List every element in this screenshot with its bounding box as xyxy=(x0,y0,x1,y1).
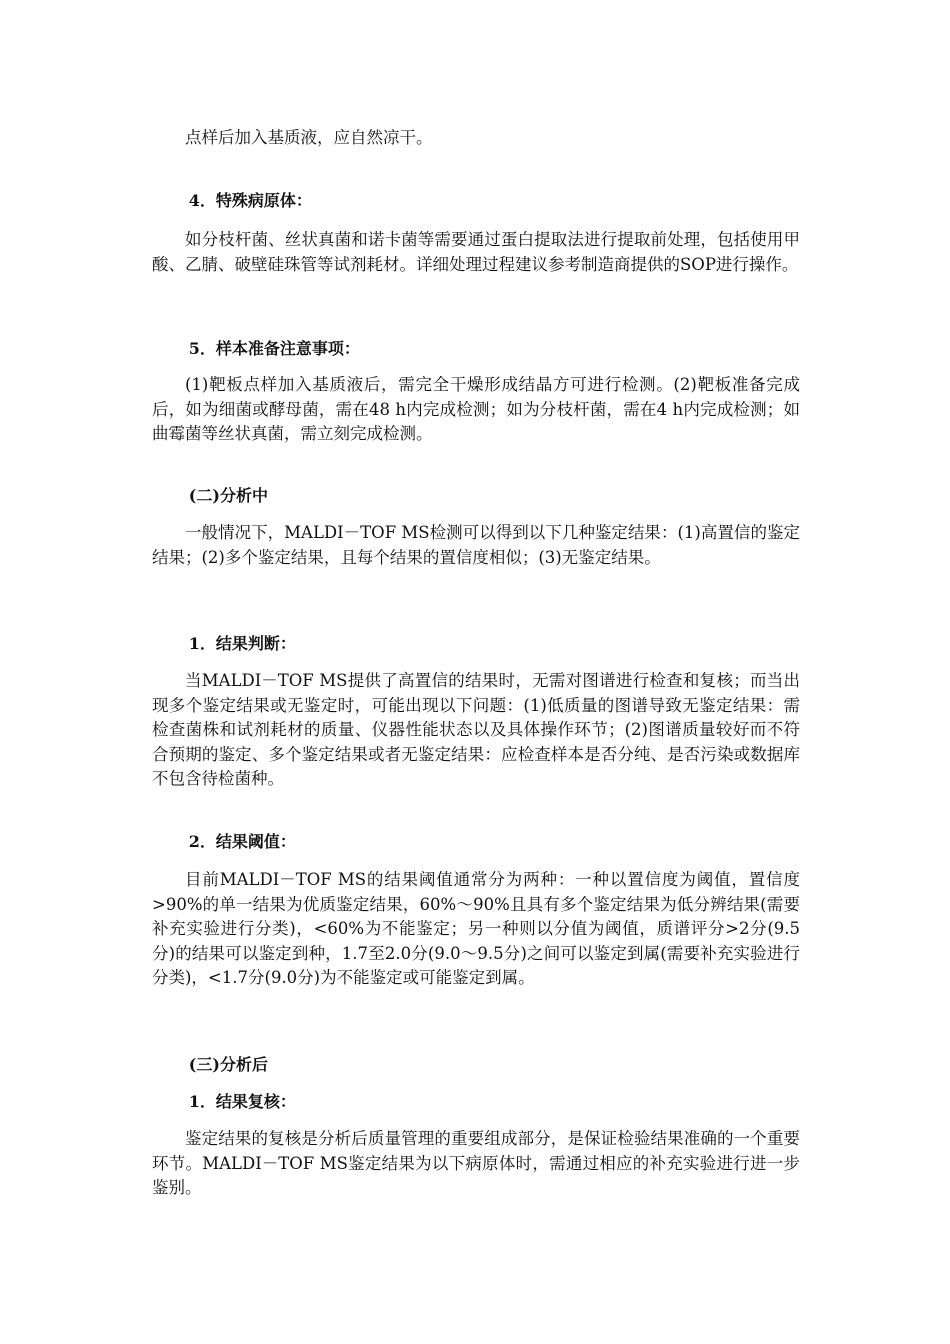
paragraph-sample-prep-notes: (1)靶板点样加入基质液后，需完全干燥形成结晶方可进行检测。(2)靶板准备完成后，如为细菌或酵母菌，需在48 h内完成检测；如为分枝杆菌，需在4 h内完成检测；如曲霉菌等丝状真菌，需立刻完成检测。 xyxy=(152,375,800,443)
paragraph-during-analysis: 一般情况下，MALDI－TOF MS检测可以得到以下几种鉴定结果：(1)高置信的鉴定结果；(2)多个鉴定结果，且每个结果的置信度相似；(3)无鉴定结果。 xyxy=(152,523,800,567)
paragraph-spotting: 点样后加入基质液，应自然凉干。 xyxy=(185,128,433,147)
heading-result-judgement: 1．结果判断： xyxy=(188,634,296,653)
heading-during-analysis: (二)分析中 xyxy=(188,486,268,505)
heading-post-analysis: (三)分析后 xyxy=(188,1055,268,1074)
paragraph-result-threshold: 目前MALDI－TOF MS的结果阈值通常分为两种：一种以置信度为阈值，置信度>90%的单一结果为优质鉴定结果，60%～90%且具有多个鉴定结果为低分辨结果(需要补充实验进行分类)，<60%为不能鉴定；另一种则以分值为阈值，质谱评分>2分(9.5分)的结果可以鉴定到种，1.7至2.0分(9.0～9.5分)之间可以鉴定到属(需要补充实验进行分类)，<1.7分(9.0分)为不能鉴定或可能鉴定到属。 xyxy=(152,870,800,987)
paragraph-result-judgement: 当MALDI－TOF MS提供了高置信的结果时，无需对图谱进行检查和复核；而当出现多个鉴定结果或无鉴定时，可能出现以下问题：(1)低质量的图谱导致无鉴定结果：需检查菌株和试剂耗材的质量、仪器性能状态以及具体操作环节；(2)图谱质量较好而不符合预期的鉴定、多个鉴定结果或者无鉴定结果：应检查样本是否分纯、是否污染或数据库不包含待检菌种。 xyxy=(152,671,800,788)
heading-result-threshold: 2．结果阈值： xyxy=(188,832,296,851)
heading-special-pathogens: 4．特殊病原体： xyxy=(188,191,312,210)
heading-result-review: 1．结果复核： xyxy=(188,1092,296,1111)
heading-sample-prep-notes: 5．样本准备注意事项： xyxy=(188,339,360,358)
paragraph-special-pathogens: 如分枝杆菌、丝状真菌和诺卡菌等需要通过蛋白提取法进行提取前处理，包括使用甲酸、乙腈、破壁硅珠管等试剂耗材。详细处理过程建议参考制造商提供的SOP进行操作。 xyxy=(152,230,800,274)
paragraph-result-review: 鉴定结果的复核是分析后质量管理的重要组成部分，是保证检验结果准确的一个重要环节。MALDI－TOF MS鉴定结果为以下病原体时，需通过相应的补充实验进行进一步鉴别。 xyxy=(152,1129,800,1197)
